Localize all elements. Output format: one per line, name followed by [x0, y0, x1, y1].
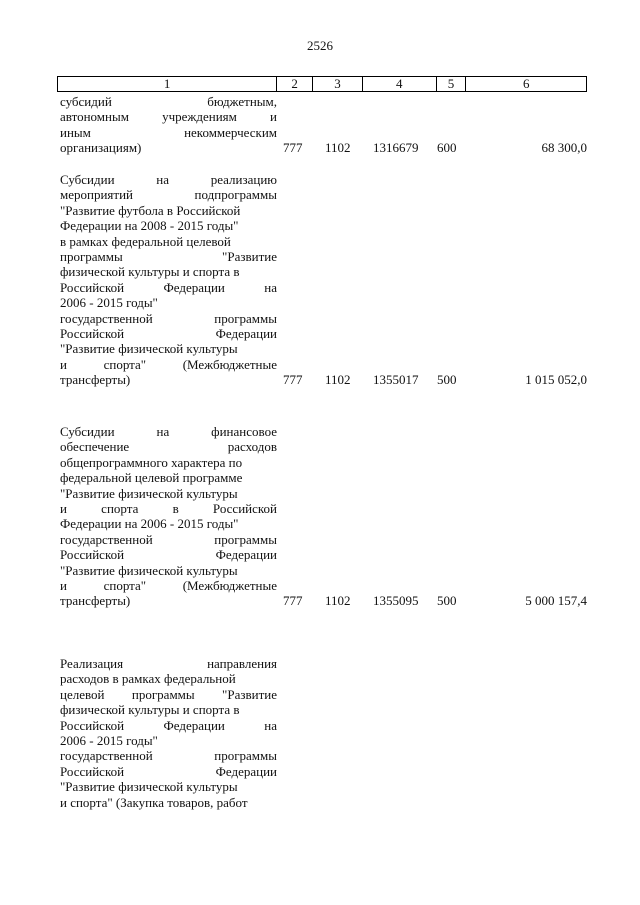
- description-line: Российской Федерации: [60, 763, 277, 779]
- description-line: программы "Развитие: [60, 249, 277, 265]
- cell-vd: 600: [437, 140, 457, 156]
- description-line: государственной программы: [60, 310, 277, 326]
- cell-amount: 68 300,0: [541, 140, 587, 156]
- header-col-3: 3: [313, 77, 363, 91]
- row-description: [60, 94, 277, 156]
- description-line: мероприятий подпрограммы: [60, 187, 277, 203]
- description-line: Федерации на 2008 - 2015 годы": [60, 218, 239, 234]
- description-line: Субсидии на финансовое: [60, 424, 277, 439]
- cell-cs: 1355017: [373, 372, 419, 388]
- description-line: 2006 - 2015 годы": [60, 733, 158, 749]
- cell-amount: 5 000 157,4: [525, 593, 587, 609]
- description-line: субсидий бюджетным,: [60, 94, 277, 109]
- table-header: [57, 76, 587, 92]
- description-line: 2006 - 2015 годы": [60, 295, 158, 311]
- description-line: организациям): [60, 140, 142, 156]
- cell-cs: 1316679: [373, 140, 419, 156]
- description-line: трансферты): [60, 372, 131, 388]
- description-line: физической культуры и спорта в: [60, 264, 240, 280]
- description-line: обеспечение расходов: [60, 439, 277, 455]
- description-line: Федерации на 2006 - 2015 годы": [60, 516, 239, 532]
- description-line: иным некоммерческим: [60, 124, 277, 140]
- description-line: Российской Федерации на: [60, 717, 277, 733]
- page-number: 2526: [307, 38, 333, 53]
- description-line: федеральной целевой программе: [60, 470, 243, 486]
- cell-vr: 777: [283, 140, 303, 156]
- row-description: [60, 172, 277, 388]
- description-line: и спорта" (Межбюджетные: [60, 356, 277, 372]
- description-line: Российской Федерации: [60, 547, 277, 563]
- description-line: Реализация направления: [60, 656, 277, 671]
- description-line: Субсидии на реализацию: [60, 172, 277, 187]
- header-col-2: 2: [277, 77, 313, 91]
- cell-vr: 777: [283, 372, 303, 388]
- description-line: и спорта" (Межбюджетные: [60, 578, 277, 594]
- description-line: "Развитие физической культуры: [60, 341, 238, 357]
- cell-cs: 1355095: [373, 593, 419, 609]
- description-line: физической культуры и спорта в: [60, 702, 240, 718]
- header-col-4: 4: [363, 77, 437, 91]
- cell-vd: 500: [437, 372, 457, 388]
- description-line: "Развитие физической культуры: [60, 562, 238, 578]
- header-col-6: 6: [522, 76, 530, 91]
- header-col-1: 1: [58, 77, 277, 91]
- description-line: "Развитие физической культуры: [60, 779, 238, 795]
- row-description: [60, 424, 277, 609]
- cell-amount: 1 015 052,0: [525, 372, 587, 388]
- description-line: автономным учреждениям и: [60, 109, 277, 125]
- cell-rz: 1102: [325, 593, 351, 609]
- description-line: трансферты): [60, 593, 131, 609]
- description-line: и спорта в Российской: [60, 501, 277, 517]
- description-line: целевой программы "Развитие: [60, 686, 277, 702]
- description-line: Российской Федерации на: [60, 279, 277, 295]
- cell-vd: 500: [437, 593, 457, 609]
- description-line: расходов в рамках федеральной: [60, 671, 236, 687]
- cell-rz: 1102: [325, 140, 351, 156]
- description-line: Российской Федерации: [60, 326, 277, 342]
- description-line: государственной программы: [60, 531, 277, 547]
- description-line: государственной программы: [60, 748, 277, 764]
- description-line: в рамках федеральной целевой: [60, 233, 231, 249]
- cell-vr: 777: [283, 593, 303, 609]
- description-line: "Развитие футбола в Российской: [60, 202, 241, 218]
- header-col-5: 5: [437, 77, 467, 91]
- row-description: [60, 656, 277, 810]
- description-line: и спорта" (Закупка товаров, работ: [60, 794, 248, 810]
- description-line: "Развитие физической культуры: [60, 485, 238, 501]
- description-line: общепрограммного характера по: [60, 454, 243, 470]
- cell-rz: 1102: [325, 372, 351, 388]
